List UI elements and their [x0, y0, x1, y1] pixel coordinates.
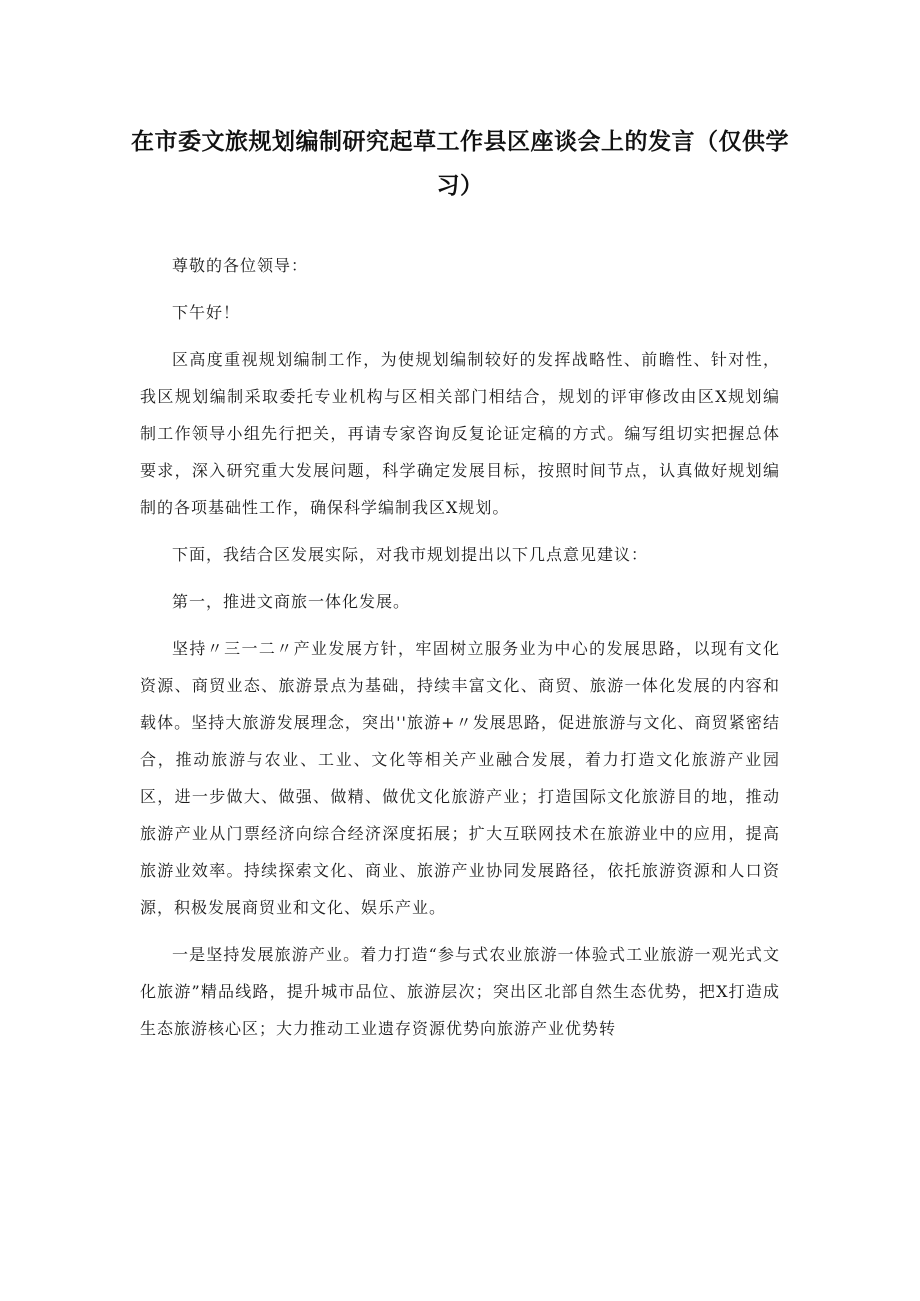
section-heading-first: 第一，推进文商旅一体化发展。: [172, 592, 411, 611]
paragraph-intro: 区高度重视规划编制工作，为使规划编制较好的发挥战略性、前瞻性、针对性，我区规划编制采取委托专业机构与区相关部门相结合，规划的评审修改由区X规划编制工作领导小组先行把关，再请专家咨询反复论证定稿的方式。编写组切实把握总体要求，深入研究重大发展问题，科学确定发展目标，按照时间节点，认真做好规划编制的各项基础性工作，确保科学编制我区X规划。: [140, 350, 780, 517]
greeting: 下午好！: [172, 303, 241, 322]
document-body: [140, 247, 780, 1057]
paragraph-tourism: 一是坚持发展旅游产业。着力打造“参与式农业旅游一体验式工业旅游一观光式文化旅游”精品线路，提升城市品位、旅游层次；突出区北部自然生态优势，把X打造成生态旅游核心区；大力推动工业遗存资源优势向旅游产业优势转: [140, 945, 780, 1038]
salutation: 尊敬的各位领导：: [172, 256, 309, 275]
document-title: 在市委文旅规划编制研究起草工作县区座谈会上的发言（仅供学习）: [131, 129, 789, 199]
paragraph-transition: 下面，我结合区发展实际，对我市规划提出以下几点意见建议：: [172, 545, 649, 564]
paragraph-first-detail: 坚持〃三一二〃产业发展方针，牢固树立服务业为中心的发展思路，以现有文化资源、商贸业态、旅游景点为基础，持续丰富文化、商贸、旅游一体化发展的内容和载体。坚持大旅游发展理念，突出''旅游+〃发展思路，促进旅游与文化、商贸紧密结合，推动旅游与农业、工业、文化等相关产业融合发展，着力打造文化旅游产业园区，进一步做大、做强、做精、做优文化旅游产业；打造国际文化旅游目的地，推动旅游产业从门票经济向综合经济深度拓展；扩大互联网技术在旅游业中的应用，提高旅游业效率。持续探索文化、商业、旅游产业协同发展路径，依托旅游资源和人口资源，积极发展商贸业和文化、娱乐产业。: [140, 639, 780, 917]
